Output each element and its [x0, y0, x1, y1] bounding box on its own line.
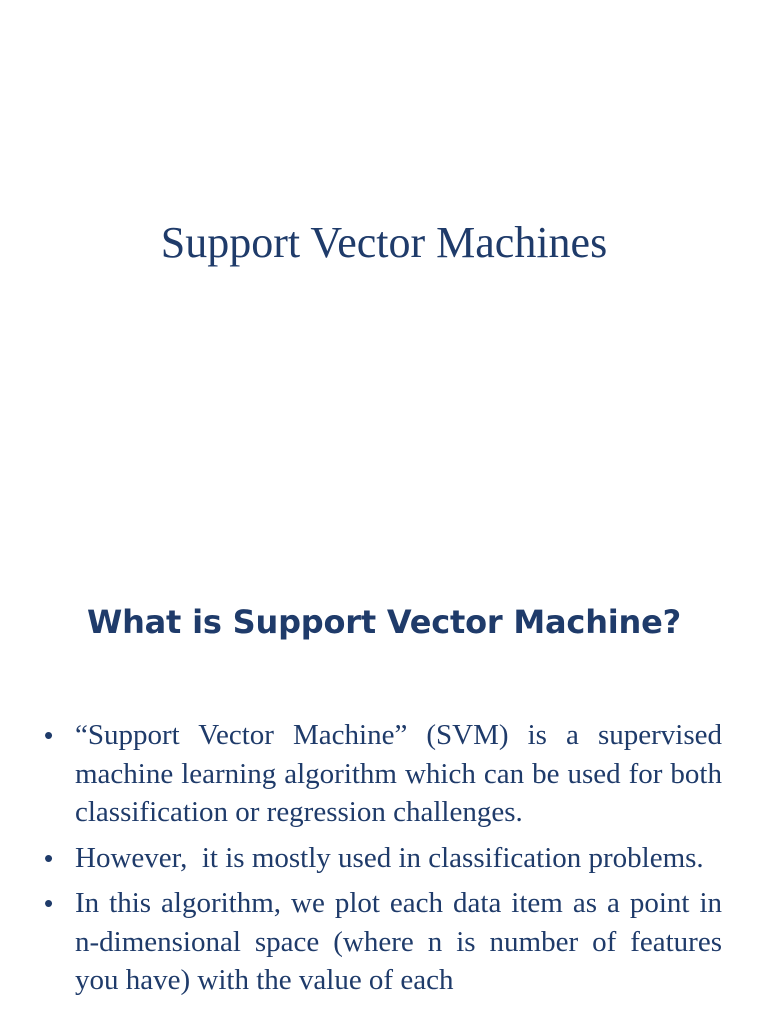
bullet-icon: •	[44, 842, 54, 873]
bullet-list	[44, 716, 722, 1007]
slide-heading: What is Support Vector Machine?	[86, 603, 681, 641]
bullet-text-3: In this algorithm, we plot each data item as a point in n-dimensional space (where n is number of features you have) with the value of each	[75, 887, 722, 996]
bullet-text-2: However, it is mostly used in classification problems.	[75, 841, 704, 874]
bullet-icon: •	[44, 720, 54, 750]
bullet-item-3	[44, 884, 722, 1000]
bullet-text-1: “Support Vector Machine” (SVM) is a supervised machine learning algorithm which can be used for both classification or regression challenges.	[75, 719, 722, 828]
bullet-item-2	[44, 839, 722, 878]
slide-title: Support Vector Machines	[160, 218, 608, 267]
content-slide	[0, 576, 768, 1024]
bullet-icon: •	[44, 888, 54, 918]
bullet-item-1	[44, 716, 722, 832]
